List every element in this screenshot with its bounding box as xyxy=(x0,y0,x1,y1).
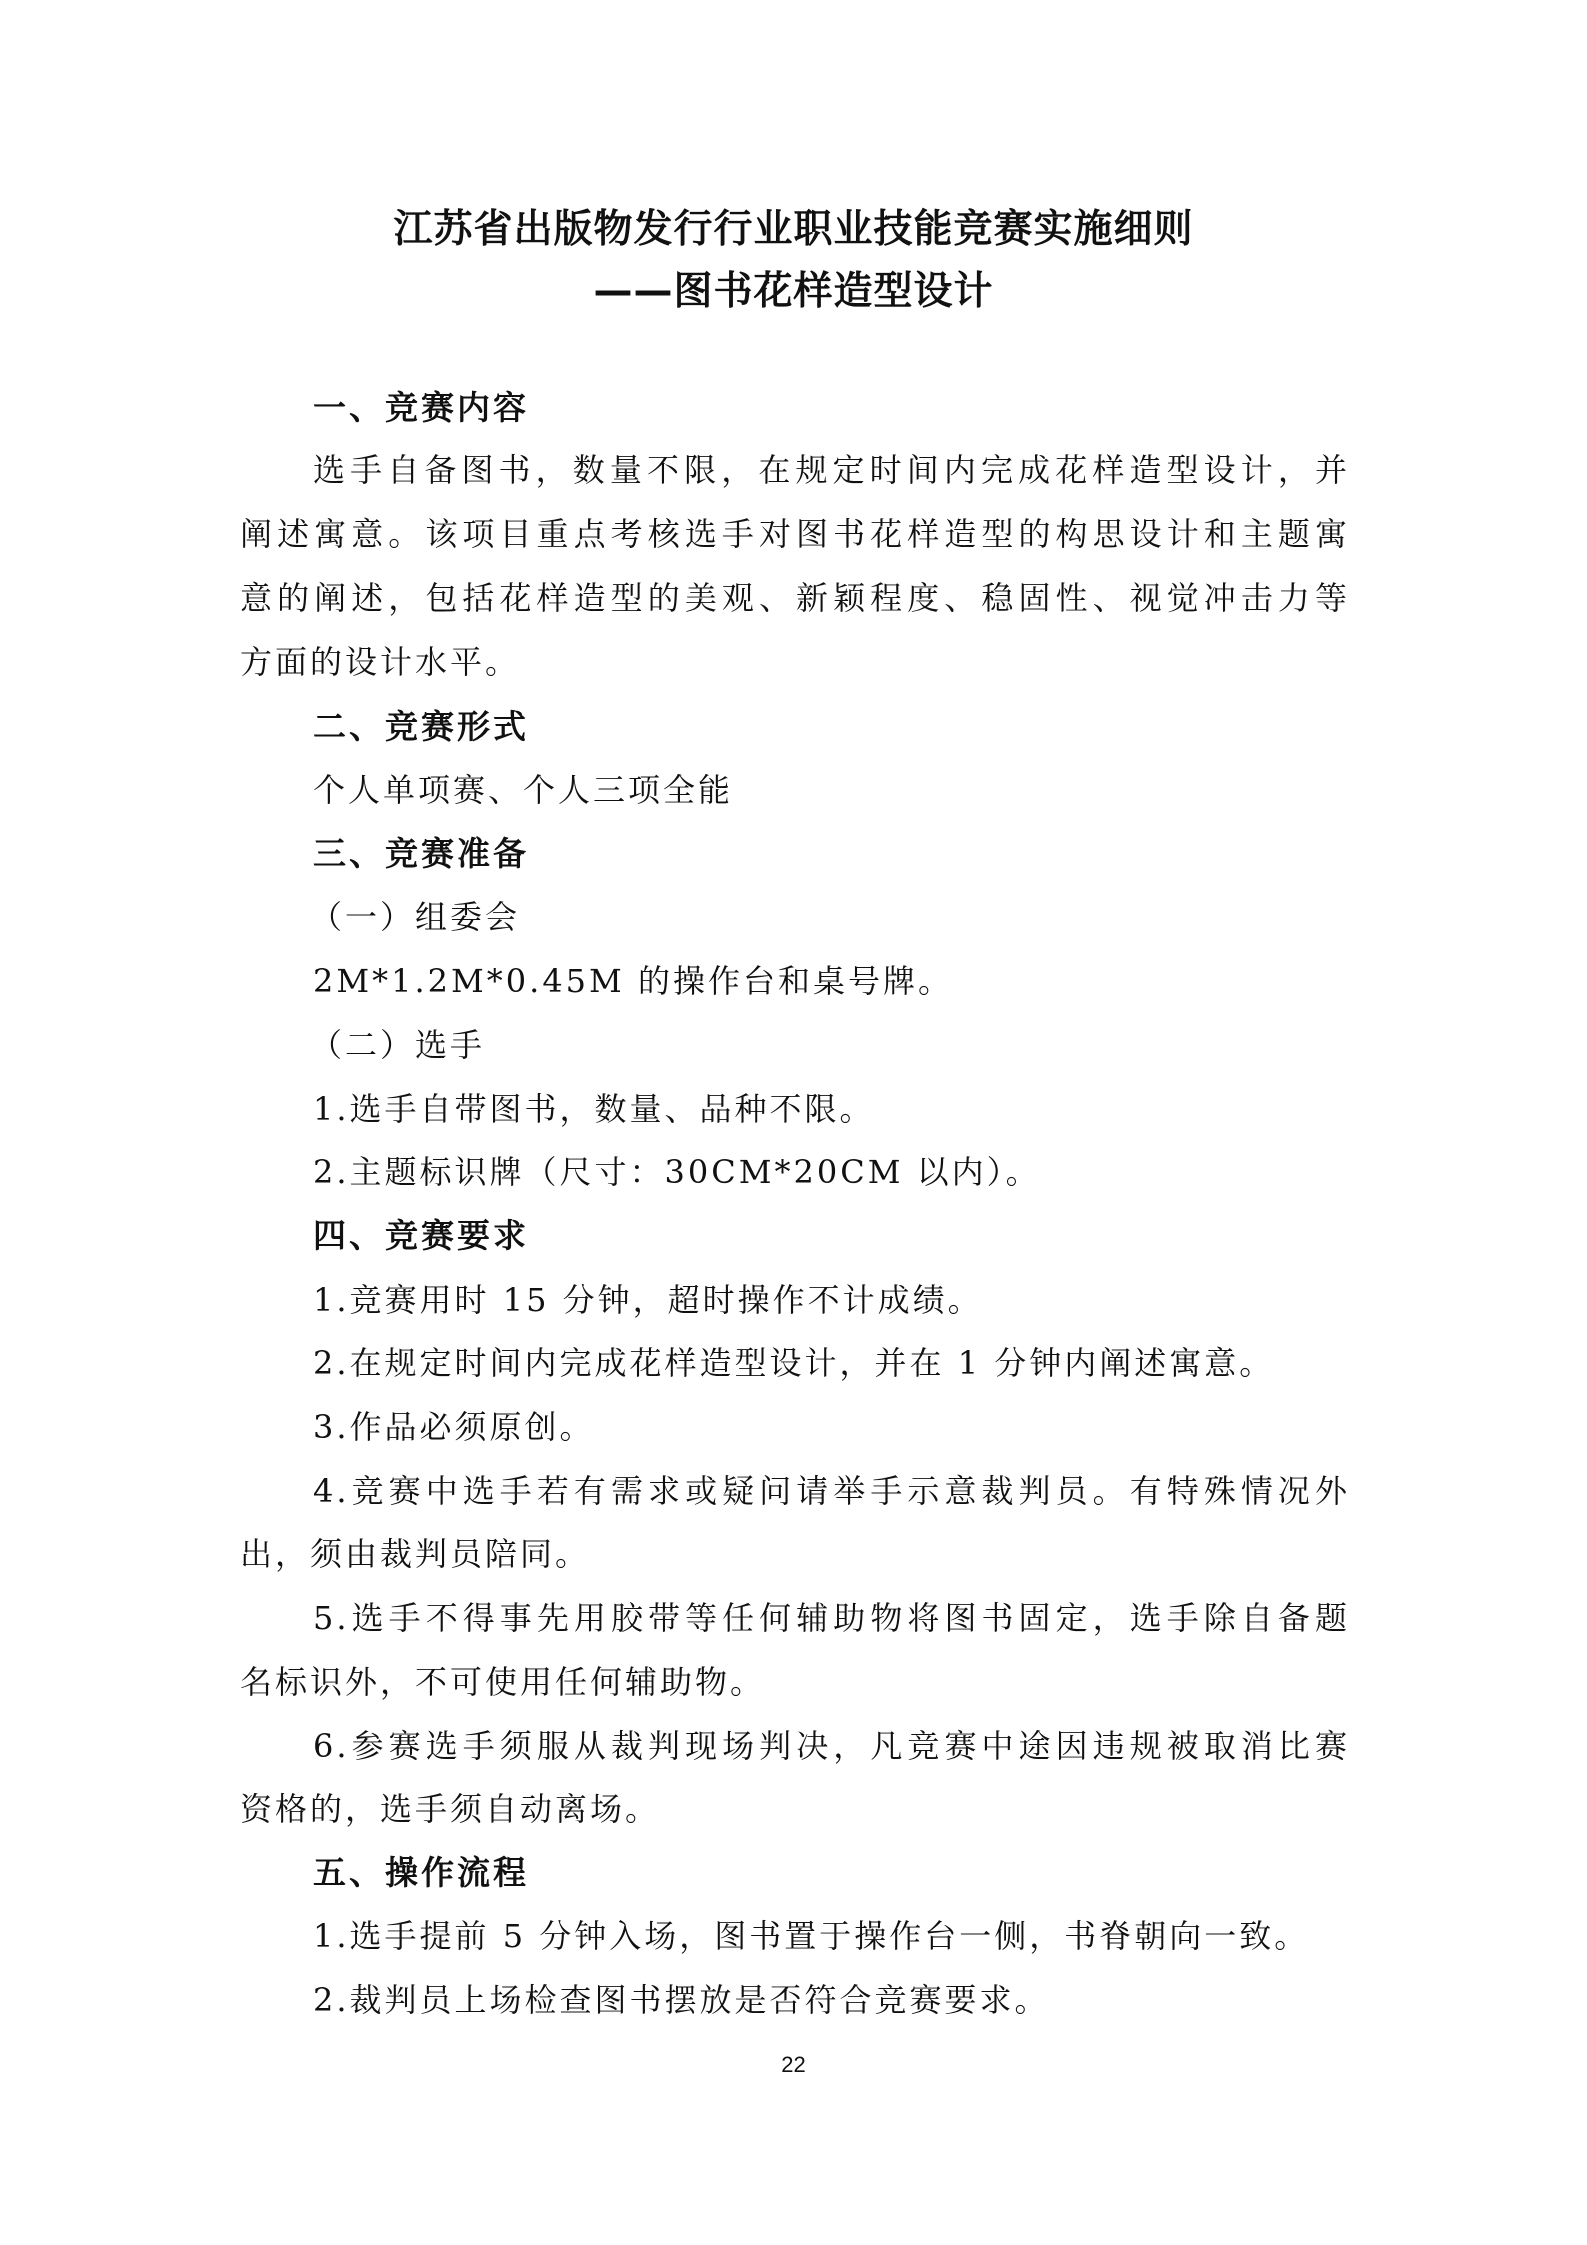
list-item: 5.选手不得事先用胶带等任何辅助物将图书固定，选手除自备题 xyxy=(313,1599,1350,1637)
list-item: 2.裁判员上场检查图书摆放是否符合竞赛要求。 xyxy=(313,1981,1050,2019)
list-item: 1.选手自带图书，数量、品种不限。 xyxy=(313,1090,875,1128)
list-item: 2.在规定时间内完成花样造型设计，并在 1 分钟内阐述寓意。 xyxy=(313,1344,1275,1382)
paragraph-line: 阐述寓意。该项目重点考核选手对图书花样造型的构思设计和主题寓 xyxy=(240,515,1350,553)
document-title: 江苏省出版物发行行业职业技能竞赛实施细则 xyxy=(393,207,1194,252)
section-heading-process: 五、操作流程 xyxy=(313,1853,529,1892)
list-item: 6.参赛选手须服从裁判现场判决，凡竞赛中途因违规被取消比赛 xyxy=(313,1727,1350,1765)
list-item: 2.主题标识牌（尺寸：30CM*20CM 以内）。 xyxy=(313,1153,1041,1191)
list-item: 3.作品必须原创。 xyxy=(313,1408,595,1446)
list-item-continuation: 出，须由裁判员陪同。 xyxy=(240,1535,591,1573)
page-number: 22 xyxy=(781,2052,806,2077)
list-item: 1.竞赛用时 15 分钟，超时操作不计成绩。 xyxy=(313,1281,983,1319)
section-heading-preparation: 三、竞赛准备 xyxy=(313,834,529,873)
subheading-contestants: （二）选手 xyxy=(310,1026,486,1064)
subheading-committee: （一）组委会 xyxy=(310,898,521,936)
paragraph-line: 2M*1.2M*0.45M 的操作台和桌号牌。 xyxy=(313,962,953,1000)
paragraph-line: 个人单项赛、个人三项全能 xyxy=(313,771,734,809)
paragraph-line: 选手自备图书，数量不限，在规定时间内完成花样造型设计，并 xyxy=(313,451,1350,489)
paragraph-line: 方面的设计水平。 xyxy=(240,643,521,681)
list-item: 1.选手提前 5 分钟入场，图书置于操作台一侧，书脊朝向一致。 xyxy=(313,1917,1310,1955)
section-heading-content: 一、竞赛内容 xyxy=(313,388,529,427)
list-item-continuation: 资格的，选手须自动离场。 xyxy=(240,1790,661,1828)
document-subtitle: ——图书花样造型设计 xyxy=(593,269,994,314)
paragraph-line: 意的阐述，包括花样造型的美观、新颖程度、稳固性、视觉冲击力等 xyxy=(240,579,1350,617)
section-heading-format: 二、竞赛形式 xyxy=(313,707,529,746)
section-heading-requirements: 四、竞赛要求 xyxy=(313,1216,529,1255)
list-item: 4.竞赛中选手若有需求或疑问请举手示意裁判员。有特殊情况外 xyxy=(313,1472,1350,1510)
list-item-continuation: 名标识外，不可使用任何辅助物。 xyxy=(240,1663,766,1701)
